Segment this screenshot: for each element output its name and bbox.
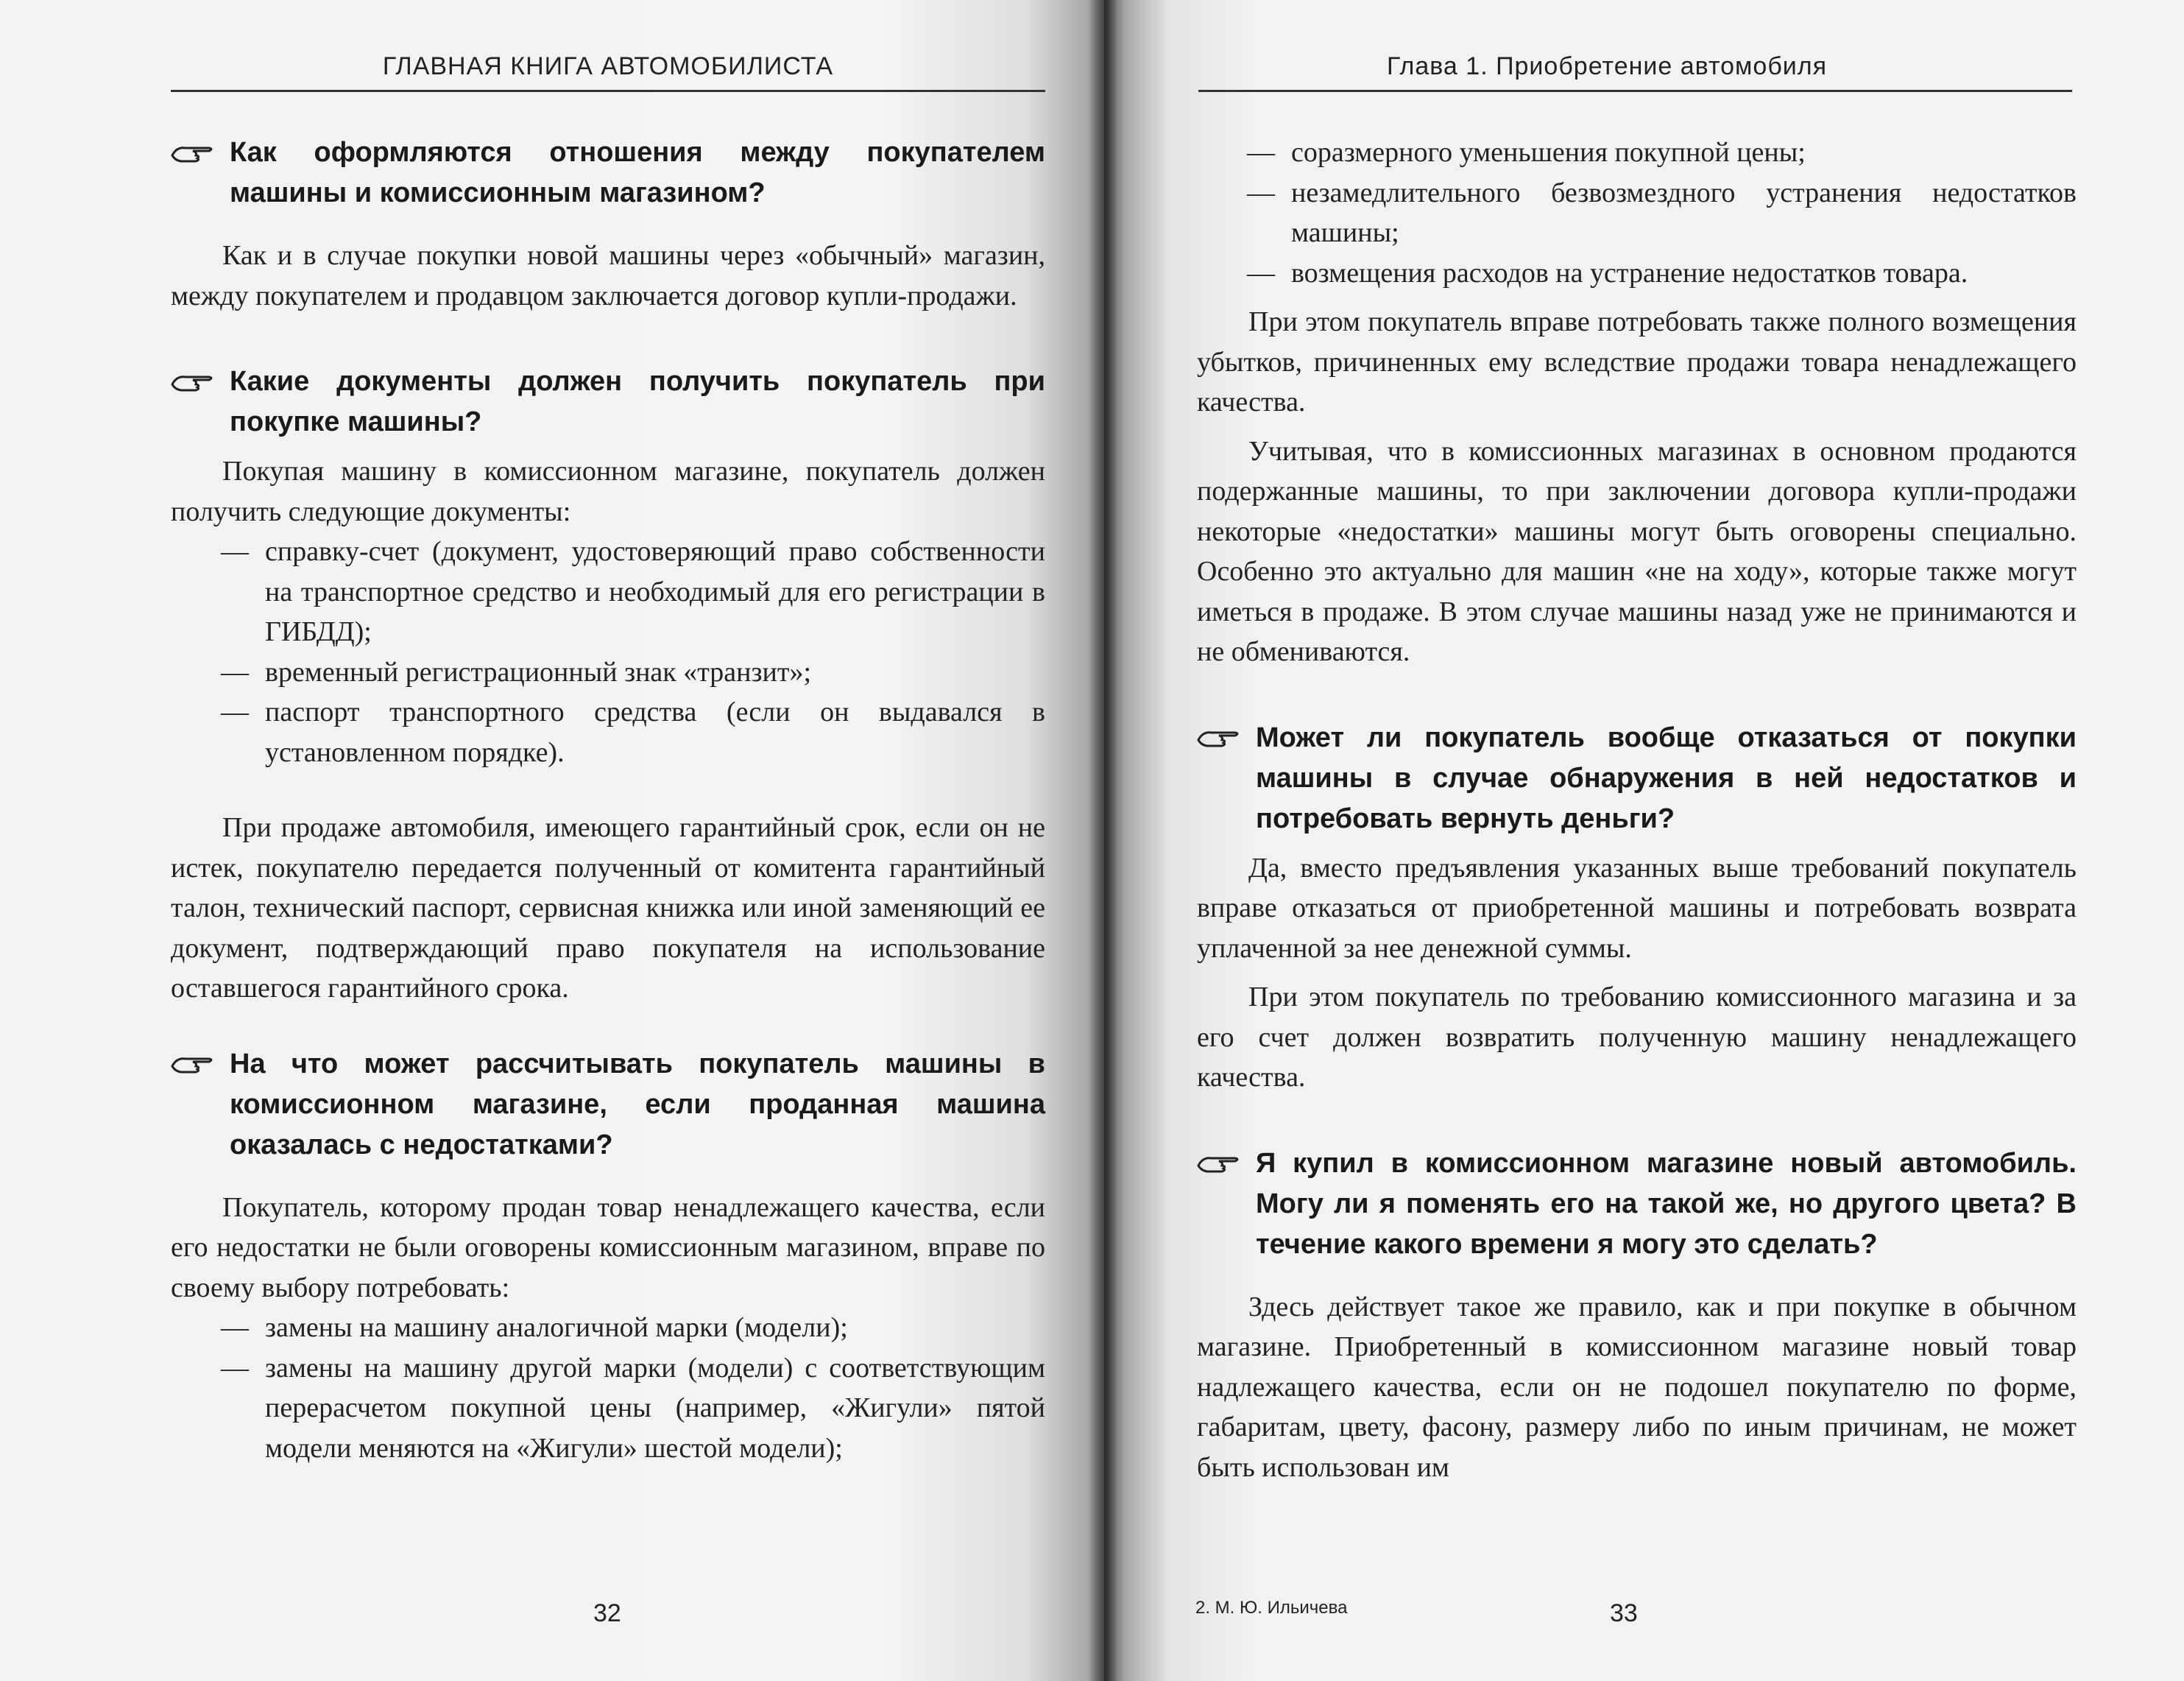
book-gutter-shadow: [1088, 0, 1117, 1681]
running-header: [1198, 43, 2072, 92]
pointing-hand-icon: [171, 133, 230, 173]
question-text: Как оформляются отношения между покупателем машины и комиссионным магазином?: [230, 137, 1045, 208]
pointing-hand-icon: [1197, 718, 1256, 758]
left-page-content: [171, 133, 1045, 1468]
paragraph: Да, вместо предъявления указанных выше требований покупатель вправе отказаться от приобретенной машины и потребовать возврата уплаченной за нее денежной суммы.: [1197, 852, 2077, 964]
paragraph: При этом покупатель по требованию комиссионного магазина и за его счет должен возвратить полученную машину ненадлежащего качества.: [1197, 982, 2077, 1093]
question-heading: [1197, 718, 2077, 839]
list-item: — паспорт транспортного средства (если он выдавался в установленном порядке).: [171, 692, 1045, 772]
question-text: На что может рассчитывать покупатель машины в комиссионном магазине, если проданная машина оказалась с недостатками?: [230, 1048, 1045, 1160]
pointing-hand-icon: [171, 362, 230, 402]
paragraph: Учитывая, что в комиссионных магазинах в основном продаются подержанные машины, то при заключении договора купли-продажи некоторые «недостатки» машины могут быть оговорены специально. Особенно это актуально для машин «не на ходу», которые также могут иметься в продаже. В этом случае машины назад уже не принимаются и не обмениваются.: [1197, 435, 2077, 667]
list-item: — замены на машину другой марки (модели) с соответствующим перерасчетом покупной цены (например, «Жигули» пятой модели меняются на «Жигули» шестой модели);: [171, 1348, 1045, 1469]
list-item: — возмещения расходов на устранение недостатков товара.: [1197, 253, 2077, 294]
list-item: — замены на машину аналогичной марки (модели);: [171, 1308, 1045, 1348]
question-text: Какие документы должен получить покупатель при покупке машины?: [230, 366, 1045, 437]
page-number: 32: [593, 1599, 621, 1627]
running-header: [171, 43, 1045, 92]
question-heading: [171, 362, 1045, 443]
list-item: — незамедлительного безвозмездного устранения недостатков машины;: [1197, 173, 2077, 253]
question-text: Я купил в комиссионном магазине новый автомобиль. Могу ли я поменять его на такой же, но другого цвета? В течение какого времени я могу это сделать?: [1256, 1147, 2077, 1260]
list-item: — временный регистрационный знак «транзит»;: [171, 652, 1045, 693]
dash-list: [1197, 133, 2077, 293]
list-item: — соразмерного уменьшения покупной цены;: [1197, 133, 2077, 173]
paragraph: При этом покупатель вправе потребовать также полного возмещения убытков, причиненных ему вследствие продажи товара ненадлежащего качества.: [1197, 306, 2077, 417]
question-text: Может ли покупатель вообще отказаться от покупки машины в случае обнаружения в ней недостатков и потребовать вернуть деньги?: [1256, 722, 2077, 834]
pointing-hand-icon: [171, 1044, 230, 1085]
paragraph: Покупатель, которому продан товар ненадлежащего качества, если его недостатки не были оговорены комиссионным магазином, вправе по своему выбору потребовать:: [171, 1191, 1045, 1303]
dash-list: [171, 1308, 1045, 1468]
pointing-hand-icon: [1197, 1143, 1256, 1184]
question-heading: [171, 1044, 1045, 1166]
question-heading: [171, 133, 1045, 214]
list-item: — справку-счет (документ, удостоверяющий право собственности на транспортное средство и необходимый для его регистрации в ГИБДД);: [171, 532, 1045, 652]
page-number: 33: [1610, 1599, 1638, 1627]
paragraph: Здесь действует такое же правило, как и при покупке в обычном магазине. Приобретенный в комиссионном магазине новый товар надлежащего качества, если он не подошел покупателю по форме, габаритам, цвету, фасону, размеру либо по иным причинам, не может быть использован им: [1197, 1291, 2077, 1483]
right-page: [1104, 0, 2184, 1681]
paragraph: При продаже автомобиля, имеющего гарантийный срок, если он не истек, покупателю передается полученный от комитента гарантийный талон, технический паспорт, сервисная книжка или иной заменяющий ее документ, подтверждающий право покупателя на использование оставшегося гарантийного срока.: [171, 812, 1045, 1004]
paragraph: Как и в случае покупки новой машины через «обычный» магазин, между покупателем и продавцом заключается договор купли-продажи.: [171, 240, 1045, 311]
running-header-text: Глава 1. Приобретение автомобиля: [1387, 52, 1828, 80]
paragraph: Покупая машину в комиссионном магазине, покупатель должен получить следующие документы:: [171, 456, 1045, 527]
running-header-text: ГЛАВНАЯ КНИГА АВТОМОБИЛИСТА: [382, 52, 834, 80]
signature-footnote: 2. М. Ю. Ильичева: [1195, 1598, 1348, 1618]
dash-list: [171, 532, 1045, 772]
right-page-content: [1197, 133, 2077, 1487]
question-heading: [1197, 1143, 2077, 1265]
